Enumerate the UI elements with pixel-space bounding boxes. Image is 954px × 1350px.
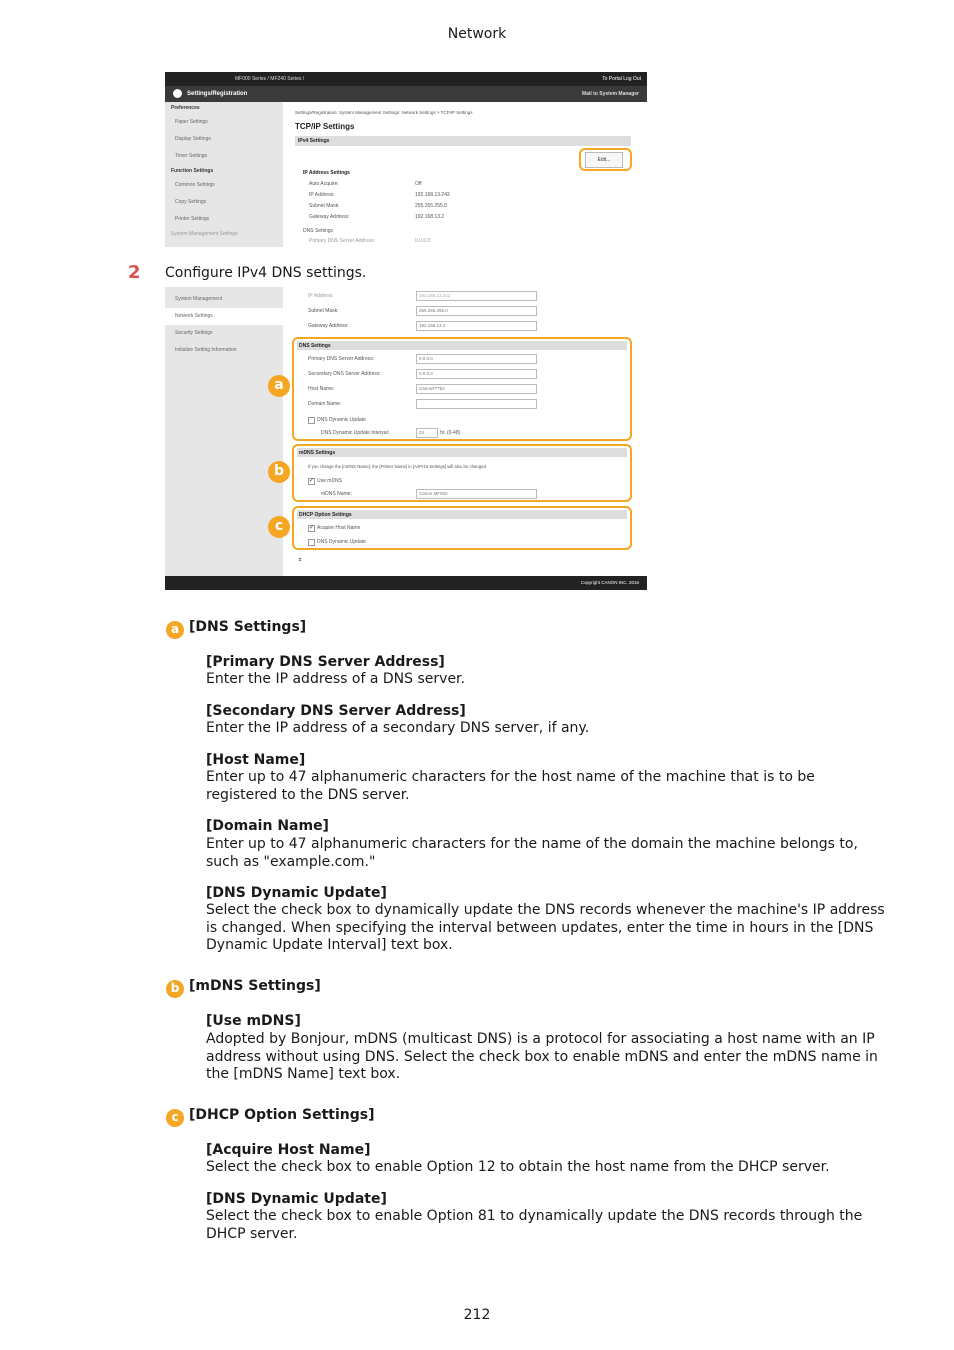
dns-interval-input[interactable]: 24: [416, 428, 438, 438]
row-value: Off: [415, 181, 422, 187]
item-title: [Domain Name]: [206, 818, 329, 834]
row-label: Subnet Mask:: [308, 308, 339, 314]
item-title: [Use mDNS]: [206, 1013, 301, 1029]
checkbox-label: DNS Dynamic Update: [317, 417, 366, 423]
sidebar-item-network: Network Settings: [165, 308, 283, 325]
badge-c: c: [268, 516, 290, 538]
item-desc: Select the check box to enable Option 81 to dynamically update the DNS records through the DHCP server.: [206, 1208, 863, 1242]
item-title: [Acquire Host Name]: [206, 1142, 371, 1158]
item-desc: Enter up to 47 alphanumeric characters for the host name of the machine that is to be registered to the DNS server.: [206, 769, 815, 803]
edit-highlight: [579, 148, 632, 171]
sidebar-item: Timer Settings: [175, 153, 208, 159]
copyright: Copyright CANON INC. 2016: [580, 580, 639, 585]
mdns-note: If you change the [mDNS Name], the [Printer Name] in [AirPrint Settings] will also be changed.: [308, 464, 488, 469]
ip-header: IP Address Settings: [303, 170, 350, 176]
checkbox-label: DNS Dynamic Update: [317, 539, 366, 545]
screenshot1-main: [283, 102, 647, 247]
row-label: Auto Acquire:: [309, 181, 339, 187]
checkbox-label: Use mDNS: [317, 478, 343, 484]
sidebar-item: Function Settings: [171, 168, 214, 174]
dns-settings-screenshot: [165, 287, 647, 590]
check-icon: ✓: [309, 478, 315, 484]
sidebar-item: Printer Settings: [175, 216, 210, 222]
item-desc: Adopted by Bonjour, mDNS (multicast DNS) is a protocol for associating a host name with an IP address without using DNS. Select the check box to enable mDNS and enter the mDNS name in the [mDNS Name] text box.: [206, 1031, 878, 1082]
badge-a: a: [268, 375, 290, 397]
sidebar-item: Security Settings: [175, 330, 213, 336]
section-badge-b: b: [166, 980, 184, 998]
scroll-top-icon[interactable]: ⌅: [297, 556, 303, 563]
sidebar-item: Initialize Setting Information: [175, 347, 237, 353]
screenshot-navbar: [165, 86, 647, 102]
dhcp-highlight: [292, 506, 632, 550]
mdns-title: mDNS Settings: [299, 450, 336, 456]
field-label: Secondary DNS Server Address:: [308, 371, 381, 377]
mdns-name-input[interactable]: Canon MF000: [416, 489, 537, 499]
screenshot-topbar: [165, 72, 647, 86]
secondary-dns-input[interactable]: 0.0.0.0: [416, 369, 537, 379]
subnet-field[interactable]: 255.255.255.0: [416, 306, 537, 316]
row-value: 192.168.13.242: [415, 192, 450, 198]
sidebar-item: Display Settings: [175, 136, 211, 142]
topbar-links: To Portal Log Out: [602, 76, 641, 82]
row-value: 192.168.13.2: [415, 214, 445, 220]
sidebar-item: Common Settings: [175, 182, 215, 188]
item-title: [DNS Dynamic Update]: [206, 1191, 387, 1207]
item-title: [Host Name]: [206, 752, 306, 768]
section-badge-c: c: [166, 1109, 184, 1127]
step-number: 2: [128, 262, 141, 283]
host-name-input[interactable]: Canon#77b2: [416, 384, 537, 394]
badge-b: b: [268, 461, 290, 483]
screenshot2-main: [283, 287, 647, 576]
check-icon: ✓: [309, 525, 315, 531]
row-label: Subnet Mask:: [309, 203, 340, 209]
section-title-mdns: [mDNS Settings]: [189, 978, 321, 994]
nav-title: Settings/Registration: [187, 91, 248, 97]
item-desc: Enter up to 47 alphanumeric characters for the name of the domain the machine belongs to, such as "example.com.": [206, 836, 858, 870]
field-label: Domain Name:: [308, 401, 342, 407]
edit-button[interactable]: Edit...: [585, 152, 623, 168]
page-number: 212: [463, 1307, 491, 1323]
checkbox-label: Acquire Host Name: [317, 525, 361, 531]
page-title: TCP/IP Settings: [295, 122, 355, 131]
section-title-dns: [DNS Settings]: [189, 619, 307, 635]
topbar-model: MF000 Series / MF240 Series /: [235, 76, 305, 82]
row-label: Gateway Address:: [308, 323, 349, 329]
item-desc: Select the check box to dynamically update the DNS records whenever the machine's IP address is changed. When specifying the interval between updates, enter the time in hours in the [DNS Dynamic Update Interval] text box.: [206, 902, 885, 953]
ip-field[interactable]: 192.168.13.242: [416, 291, 537, 301]
interval-unit: hr. (0-48): [440, 430, 461, 436]
dns-highlight: [292, 337, 632, 441]
section-title-dhcp: [DHCP Option Settings]: [189, 1107, 375, 1123]
step-text: Configure IPv4 DNS settings.: [165, 265, 367, 281]
row-label: IP Address:: [308, 293, 334, 299]
row-label: Primary DNS Server Address:: [309, 238, 376, 244]
screenshot1-sidebar: [165, 102, 283, 247]
gateway-field[interactable]: 192.168.13.2: [416, 321, 537, 331]
field-label: Host Name:: [308, 386, 335, 392]
item-desc: Select the check box to enable Option 12 to obtain the host name from the DHCP server.: [206, 1159, 830, 1175]
dns-header: DNS Settings: [303, 228, 334, 234]
sidebar-item: System Management Settings: [171, 231, 238, 237]
section-badge-a: a: [166, 621, 184, 639]
sidebar-item: System Management: [175, 296, 223, 302]
breadcrumb: Settings/Registration: System Management Settings: Network Settings > TCP/IP Settings: [295, 110, 473, 115]
item-title: [Secondary DNS Server Address]: [206, 703, 466, 719]
section-title: IPv4 Settings: [298, 138, 330, 144]
row-label: IP Address:: [309, 192, 335, 198]
sidebar-item: Preferences: [171, 105, 200, 111]
item-title: [DNS Dynamic Update]: [206, 885, 387, 901]
field-label: Primary DNS Server Address:: [308, 356, 375, 362]
row-value: 255.255.255.0: [415, 203, 447, 209]
section-bar: [295, 136, 631, 146]
sidebar-item: Paper Settings: [175, 119, 208, 125]
item-title: [Primary DNS Server Address]: [206, 654, 445, 670]
row-label: Gateway Address:: [309, 214, 350, 220]
screenshot2-sidebar: [165, 287, 283, 576]
row-value: 0.0.0.0: [415, 238, 431, 244]
screenshot-footer: [165, 576, 647, 590]
dns-title: DNS Settings: [299, 343, 331, 349]
page-header: Network: [447, 26, 507, 42]
tcpip-settings-screenshot: [165, 72, 647, 247]
field-label: mDNS Name:: [321, 491, 352, 497]
mdns-highlight: [292, 444, 632, 502]
field-label: DNS Dynamic Update Interval:: [321, 430, 390, 436]
sidebar-item: Copy Settings: [175, 199, 207, 205]
item-desc: Enter the IP address of a DNS server.: [206, 671, 465, 687]
settings-icon: [173, 89, 182, 98]
item-desc: Enter the IP address of a secondary DNS server, if any.: [206, 720, 590, 736]
primary-dns-input[interactable]: 0.0.0.0: [416, 354, 537, 364]
nav-mail-link: Mail to System Manager: [582, 91, 639, 97]
dhcp-title: DHCP Option Settings: [299, 512, 352, 518]
